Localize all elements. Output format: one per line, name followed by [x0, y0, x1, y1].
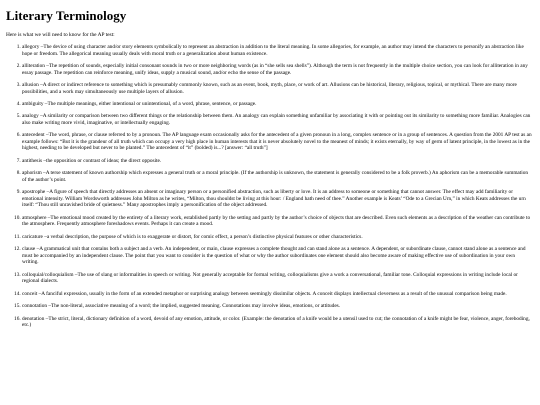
term-name: alliteration – [22, 63, 49, 69]
term-name: atmosphere – [22, 215, 50, 221]
term-name: caricature – [22, 234, 47, 240]
list-item [22, 113, 532, 126]
term-definition: A terse statement of known authorship which expresses a general truth or a moral principle. (If the authorship is unknown, the statement is generally considered to be a folk proverb.) An aphorism can be a memorable summation of the author’s point. [22, 170, 529, 183]
list-item [22, 63, 532, 76]
list-item [22, 215, 532, 228]
list-item [22, 234, 532, 241]
term-definition: the opposition or contrast of ideas; the direct opposite. [46, 157, 162, 164]
list-item [22, 189, 532, 209]
term-name: apostrophe – [22, 189, 49, 195]
term-definition: A figure of speech that directly addresses an absent or imaginary person or a personified abstraction, such as liberty or love. It is an address to someone or something that cannot answer. The effect may add familiarity or emotional intensity. William Wordsworth addresses John Milton as he writes, “Milton, thou shouldst be living at this hour: / England hath need of thee.” Another example is Keats’ “Ode to a Grecian Urn,” in which Keats addresses the urn itself: “Thou still unravished bride of quietness.” Many apostrophes imply a personification of the object addressed. [22, 189, 526, 209]
term-definition: The repetition of sounds, especially initial consonant sounds in two or more neighboring words (as in “she sells sea shells”). Although the term is not frequently in the multiple choice section, you can look for alliteration in any essay passage. The repetition can reinforce meaning, unify ideas, supply a musical sound, and/or echo the sense of the passage. [22, 62, 528, 76]
term-definition: The strict, literal, dictionary definition of a word, devoid of any emotion, attitude, or color. (Example: the denotation of a knife would be a utensil used to cut; the connotation of a knife might be fear, violence, anger, foreboding, etc.) [22, 315, 530, 329]
term-definition: The word, phrase, or clause referred to by a pronoun. The AP language exam occasionally asks for the antecedent of a given pronoun in a long, complex sentence or in a group of sentences. A question from the 2001 AP test as an example follows: “But it is the grandeur of all truth which can occupy a very high place in human interests that it is never absolutely novel to the meanest of minds; it exists eternally, by way of germ of latent principle, in the lowest as in the highest, needing to be developed but never to be planted.” The antecedent of “it” (bolded) is...? [answer: “all truth”] [22, 132, 532, 152]
term-name: ambiguity – [22, 101, 47, 107]
term-name: allusion – [22, 82, 43, 88]
term-name: analogy – [22, 113, 43, 119]
term-definition: A grammatical unit that contains both a subject and a verb. An independent, or main, clause expresses a complete thought and can stand alone as a sentence. A dependent, or subordinate clause, cannot stand alone as a sentence and must be accompanied by an independent clause. The point that you want to consider is the question of what or why the author subordinates one element should also become aware of making effective use of subordination in your own writing. [22, 246, 526, 266]
term-list [6, 44, 532, 329]
term-definition: The use of slang or informalities in speech or writing. Not generally acceptable for formal writing, colloquialisms give a work a conversational, familiar tone. Colloquial expressions in writing include local or regional dialects. [22, 271, 518, 285]
term-definition: A fanciful expression, usually in the form of an extended metaphor or surprising analogy between seemingly dissimilar objects. A conceit displays intellectual cleverness as a result of the unusual comparison being made. [41, 290, 507, 297]
list-item [22, 158, 532, 165]
list-item [22, 272, 532, 285]
list-item [22, 132, 532, 152]
intro-text: Here is what we will need to know for the AP test: [6, 32, 115, 38]
list-item [22, 316, 532, 329]
list-item [22, 101, 532, 108]
list-item [22, 170, 532, 183]
term-name: connotation – [22, 303, 51, 309]
term-name: colloquial/colloquialism – [22, 272, 77, 278]
term-definition: The emotional mood created by the entirety of a literary work, established partly by the setting and partly by the author’s choice of objects that are described. Even such elements as a description of the weather can contribute to the atmosphere. Frequently atmosphere foreshadows events. Perhaps it can create a mood. [22, 214, 531, 228]
list-item [22, 82, 532, 95]
term-name: aphorism – [22, 170, 46, 176]
list-item [22, 303, 532, 310]
term-definition: The non-literal, associative meaning of a word; the implied, suggested meaning. Connotations may involve ideas, emotions, or attitudes. [51, 303, 341, 310]
term-definition: A direct or indirect reference to something which is presumably commonly known, such as an event, book, myth, place, or work of art. Allusions can be historical, literary, religious, topical, or mythical. There are many more possibilities, and a work may simultaneously use multiple layers of allusion. [22, 81, 517, 95]
term-definition: The device of using character and/or story elements symbolically to represent an abstraction in addition to the literal meaning. In some allegories, for example, an author may intend the characters to personify an abstraction like hope or freedom. The allegorical meaning usually deals with moral truth or a generalization about human existence. [22, 44, 524, 57]
list-item [22, 44, 532, 57]
term-name: antecedent – [22, 132, 49, 138]
list-item [22, 291, 532, 298]
list-item [22, 246, 532, 266]
term-definition: The multiple meanings, either intentional or unintentional, of a word, phrase, sentence, or passage. [47, 100, 257, 107]
term-name: conceit – [22, 291, 41, 297]
term-name: denotation – [22, 316, 48, 322]
term-definition: a verbal description, the purpose of which is to exaggerate or distort, for comic effect, a person’s distinctive physical features or other characteristics. [46, 233, 363, 240]
term-name: clause – [22, 246, 39, 252]
term-definition: A similarity or comparison between two different things or the relationship between them. An analogy can explain something unfamiliar by associating it with or pointing out its similarity to something more familiar. Analogies can also make writing more vivid, imaginative, or intellectually engaging. [22, 113, 531, 126]
term-name: allegory – [22, 44, 43, 50]
page-title: Literary Terminology [6, 8, 127, 23]
term-name: antithesis – [22, 158, 46, 164]
